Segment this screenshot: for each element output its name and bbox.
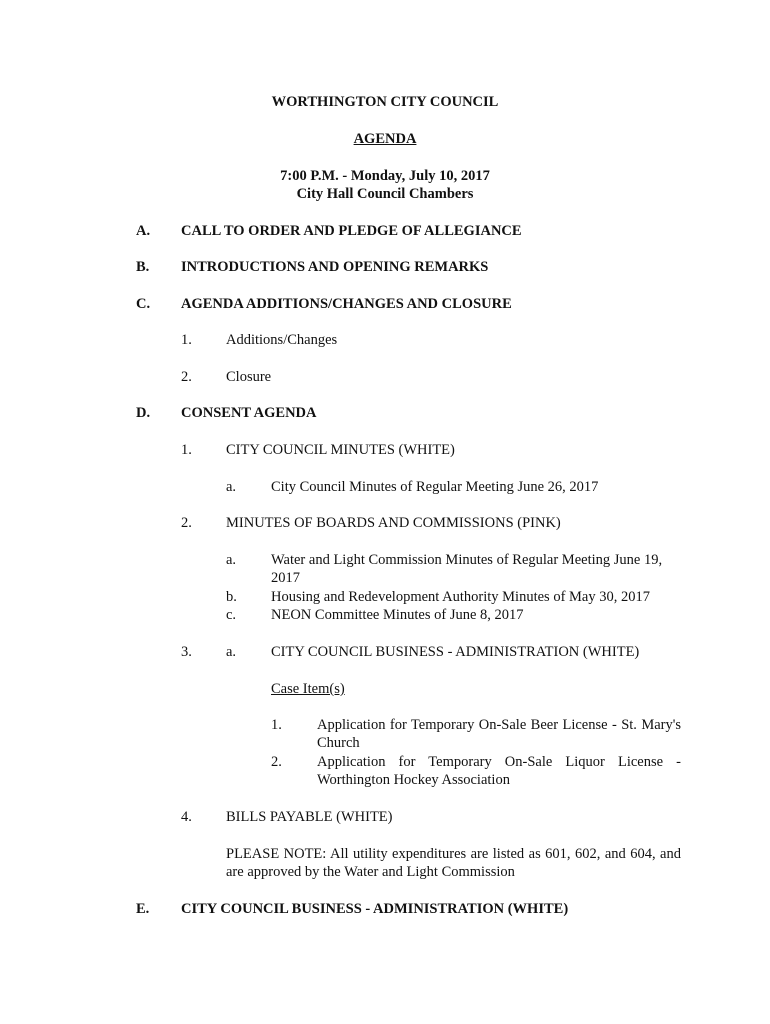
- consent-item-2a-text: Water and Light Commission Minutes of Regular Meeting June 19,: [271, 552, 663, 568]
- case-items-heading: Case Item(s): [271, 681, 345, 697]
- consent-item-2b-letter: b.: [226, 589, 237, 605]
- consent-item-1a-letter: a.: [226, 479, 237, 495]
- section-d-title: CONSENT AGENDA: [181, 405, 317, 421]
- consent-item-2-text: MINUTES OF BOARDS AND COMMISSIONS (PINK): [226, 515, 561, 531]
- document-title: WORTHINGTON CITY COUNCIL: [271, 94, 499, 110]
- section-a-title: CALL TO ORDER AND PLEDGE OF ALLEGIANCE: [181, 223, 522, 239]
- section-c-item-1-text: Additions/Changes: [226, 332, 338, 348]
- bills-payable-note: PLEASE NOTE: All utility expenditures are listed as 601, 602, and 604, and are approved by the Water and Light Commission: [226, 846, 681, 880]
- case-item-2-num: 2.: [271, 754, 282, 770]
- consent-item-4-text: BILLS PAYABLE (WHITE): [226, 809, 393, 825]
- section-e-title: CITY COUNCIL BUSINESS - ADMINISTRATION (WHITE): [181, 901, 569, 917]
- consent-item-3a-letter: a.: [226, 644, 237, 660]
- consent-item-3a-text: CITY COUNCIL BUSINESS - ADMINISTRATION (WHITE): [271, 644, 640, 660]
- consent-item-2-num: 2.: [181, 515, 192, 531]
- consent-item-2c-letter: c.: [226, 607, 237, 623]
- section-d-letter: D.: [136, 405, 151, 421]
- section-c-letter: C.: [136, 296, 151, 312]
- consent-item-4-num: 4.: [181, 809, 192, 825]
- meeting-datetime: 7:00 P.M. - Monday, July 10, 2017: [280, 168, 490, 184]
- section-c-item-2-text: Closure: [226, 369, 272, 385]
- consent-item-2a-letter: a.: [226, 552, 237, 568]
- section-b-title: INTRODUCTIONS AND OPENING REMARKS: [181, 259, 489, 275]
- section-c-item-2-num: 2.: [181, 369, 192, 385]
- case-item-1-text: Application for Temporary On-Sale Beer License - St. Mary's Church: [317, 717, 681, 751]
- agenda-heading: AGENDA: [353, 131, 417, 147]
- consent-item-2c-text: NEON Committee Minutes of June 8, 2017: [271, 607, 524, 623]
- section-a-letter: A.: [136, 223, 151, 239]
- section-b-letter: B.: [136, 259, 150, 275]
- meeting-location: City Hall Council Chambers: [296, 186, 474, 202]
- section-e-letter: E.: [136, 901, 150, 917]
- consent-item-1a-text: City Council Minutes of Regular Meeting June 26, 2017: [271, 479, 599, 495]
- consent-item-2b-text: Housing and Redevelopment Authority Minutes of May 30, 2017: [271, 589, 650, 605]
- consent-item-1-text: CITY COUNCIL MINUTES (WHITE): [226, 442, 455, 458]
- consent-item-2a-text-cont: 2017: [271, 570, 300, 586]
- consent-item-1-num: 1.: [181, 442, 192, 458]
- case-item-2-text: Application for Temporary On-Sale Liquor License - Worthington Hockey Association: [317, 754, 681, 788]
- section-c-item-1-num: 1.: [181, 332, 192, 348]
- consent-item-3-num: 3.: [181, 644, 192, 660]
- case-item-1-num: 1.: [271, 717, 282, 733]
- section-c-title: AGENDA ADDITIONS/CHANGES AND CLOSURE: [181, 296, 512, 312]
